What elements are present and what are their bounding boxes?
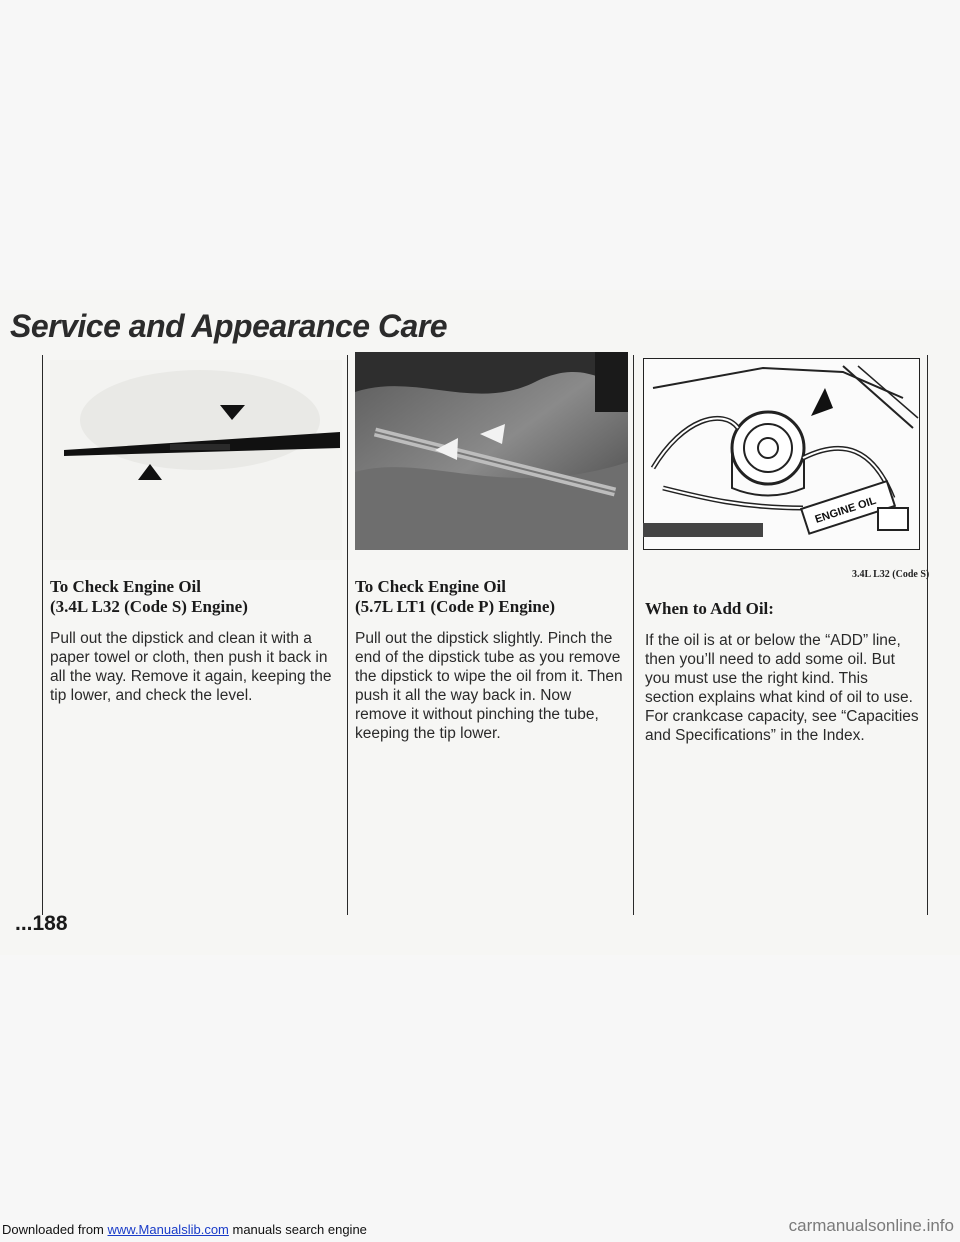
heading-line-1: To Check Engine Oil (355, 577, 506, 596)
download-footer (2, 1222, 367, 1237)
section-body-when-to-add: If the oil is at or below the “ADD” line, then you’ll need to add some oil. But you must use the right kind. This section explains what kind of oil to use. For crankcase capacity, see “Capacities and Specifications” in the Index. (645, 632, 919, 744)
figure-caption: 3.4L L32 (Code S) (852, 569, 930, 580)
manualslib-link[interactable]: www.Manualslib.com (107, 1222, 229, 1237)
watermark-text: carmanualsonline.info (788, 1216, 954, 1235)
engine-oil-label: ENGINE OIL (813, 494, 878, 526)
section-body-34l: Pull out the dipstick and clean it with a paper towel or cloth, then push it back in all the way. Remove it again, keeping the tip lower, and check the level. (50, 630, 332, 704)
section-heading-34l (50, 577, 342, 617)
page-number: ...188 (15, 912, 68, 935)
section-heading-when-to-add: When to Add Oil: (645, 599, 774, 618)
column-2 (355, 577, 625, 743)
section-body-57l: Pull out the dipstick slightly. Pinch the end of the dipstick tube as you remove the dipstick to wipe the oil from it. Then push it all the way back in. Now remove it without pinching the tube, keeping the tip lower. (355, 630, 623, 742)
top-margin (0, 0, 960, 290)
page-title: Service and Appearance Care (10, 308, 448, 344)
column-divider-left (42, 355, 43, 915)
section-heading-57l (355, 577, 625, 617)
engine-dipstick-photo (355, 352, 628, 550)
oil-cap-illustration (643, 358, 920, 550)
column-divider-right (633, 355, 634, 915)
column-divider-far-right (927, 355, 928, 915)
column-1 (50, 577, 342, 705)
heading-line-2: (5.7L LT1 (Code P) Engine) (355, 597, 556, 616)
footer-prefix: Downloaded from (2, 1222, 108, 1237)
column-3 (645, 599, 921, 745)
column-divider-middle (347, 355, 348, 915)
heading-line-1: To Check Engine Oil (50, 577, 201, 596)
heading-line-2: (3.4L L32 (Code S) Engine) (50, 597, 248, 616)
dipstick-illustration (50, 360, 342, 560)
footer-suffix: manuals search engine (228, 1222, 367, 1237)
bottom-margin (0, 955, 960, 1242)
